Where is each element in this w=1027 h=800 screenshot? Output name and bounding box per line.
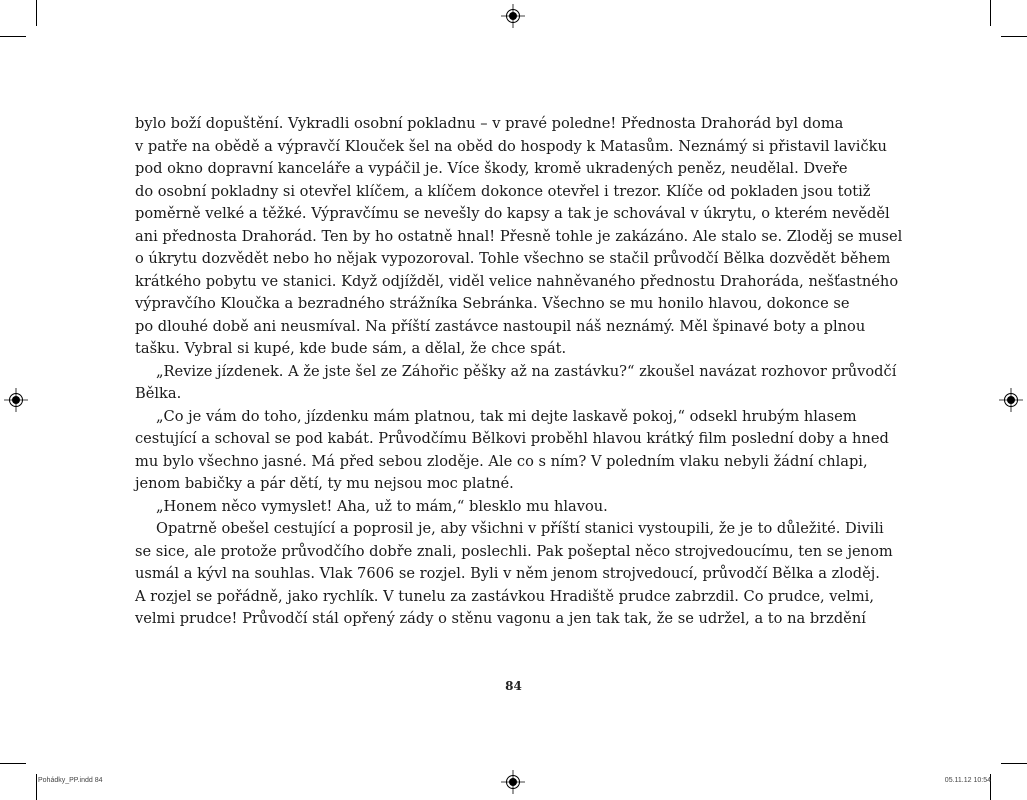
text-line: A rozjel se pořádně, jako rychlík. V tunelu za zastávkou Hradiště prudce zabrzdil. Co prudce, velmi, <box>135 587 874 605</box>
text-line: do osobní pokladny si otevřel klíčem, a klíčem dokonce otevřel i trezor. Klíče od pokladen jsou totiž <box>135 182 871 200</box>
crop-mark <box>990 0 991 26</box>
crop-mark <box>36 774 37 800</box>
text-line: bylo boží dopuštění. Vykradli osobní pokladnu – v pravé poledne! Přednosta Drahorád byl doma <box>135 115 844 132</box>
text-line: po dlouhé době ani neusmíval. Na příští zastávce nastoupil náš neznámý. Měl špinavé boty a plnou <box>135 317 866 335</box>
text-line: „Revize jízdenek. A že jste šel ze Záhořic pěšky až na zastávku?“ zkoušel navázat rozhovor průvodčí <box>156 362 897 380</box>
slug-timestamp: 05.11.12 10:54 <box>944 777 991 784</box>
text-line: Bělka. <box>135 385 182 402</box>
body-text <box>135 113 925 631</box>
crop-mark <box>1001 763 1027 764</box>
crop-mark <box>0 36 26 37</box>
text-line: „Honem něco vymyslet! Aha, už to mám,“ blesklo mu hlavou. <box>156 497 608 515</box>
text-line: pod okno dopravní kanceláře a vypáčil je. Více škody, kromě ukradených peněz, neudělal. Dveře <box>135 160 848 177</box>
crop-mark <box>0 763 26 764</box>
text-line: usmál a kývl na souhlas. Vlak 7606 se rozjel. Byli v něm jenom strojvedoucí, průvodčí Bělka a zloděj. <box>135 565 880 582</box>
registration-mark-icon <box>501 770 525 794</box>
crop-mark <box>36 0 37 26</box>
text-line: cestující a schoval se pod kabát. Průvodčímu Bělkovi proběhl hlavou krátký film poslední doby a hned <box>135 430 889 447</box>
crop-mark <box>1001 36 1027 37</box>
page-number: 84 <box>505 679 522 693</box>
text-line: „Co je vám do toho, jízdenku mám platnou, tak mi dejte laskavě pokoj,“ odsekl hrubým hlasem <box>156 407 857 425</box>
text-line: ani přednosta Drahorád. Ten by ho ostatně hnal! Přesně tohle je zakázáno. Ale stalo se. Zloděj se musel <box>135 227 903 245</box>
text-line: se sice, ale protože průvodčího dobře znali, poslechli. Pak pošeptal něco strojvedoucímu, ten se jenom <box>135 542 893 560</box>
registration-mark-icon <box>4 388 28 412</box>
registration-mark-icon <box>501 4 525 28</box>
text-line: krátkého pobytu ve stanici. Když odjížděl, viděl velice nahněvaného přednostu Drahoráda, nešťastného <box>135 272 899 290</box>
registration-mark-icon <box>999 388 1023 412</box>
text-line: poměrně velké a těžké. Výpravčímu se nevešly do kapsy a tak je schovával v úkrytu, o kterém nevěděl <box>135 205 890 222</box>
text-line: v patře na obědě a výpravčí Klouček šel na oběd do hospody k Matasům. Neznámý si přistavil lavičku <box>135 137 887 155</box>
text-line: tašku. Vybral si kupé, kde bude sám, a dělal, že chce spát. <box>135 340 567 357</box>
text-line: velmi prudce! Průvodčí stál opřený zády o stěnu vagonu a jen tak tak, že se udržel, a to na brzdění <box>135 610 866 627</box>
text-line: o úkrytu dozvědět nebo ho nějak vypozoroval. Tohle všechno se stačil průvodčí Bělka dozvědět během <box>135 250 891 267</box>
slug-file-info: Pohádky_PP.indd 84 <box>38 777 103 784</box>
text-line: výpravčího Kloučka a bezradného strážníka Sebránka. Všechno se mu honilo hlavou, dokonce se <box>135 295 850 312</box>
text-line: mu bylo všechno jasné. Má před sebou zloděje. Ale co s ním? V poledním vlaku nebyli žádní chlapi, <box>135 452 868 470</box>
text-line: Opatrně obešel cestující a poprosil je, aby všichni v příští stanici vystoupili, že je to důležité. Divili <box>156 520 884 537</box>
text-line: jenom babičky a pár dětí, ty mu nejsou moc platné. <box>135 475 514 492</box>
